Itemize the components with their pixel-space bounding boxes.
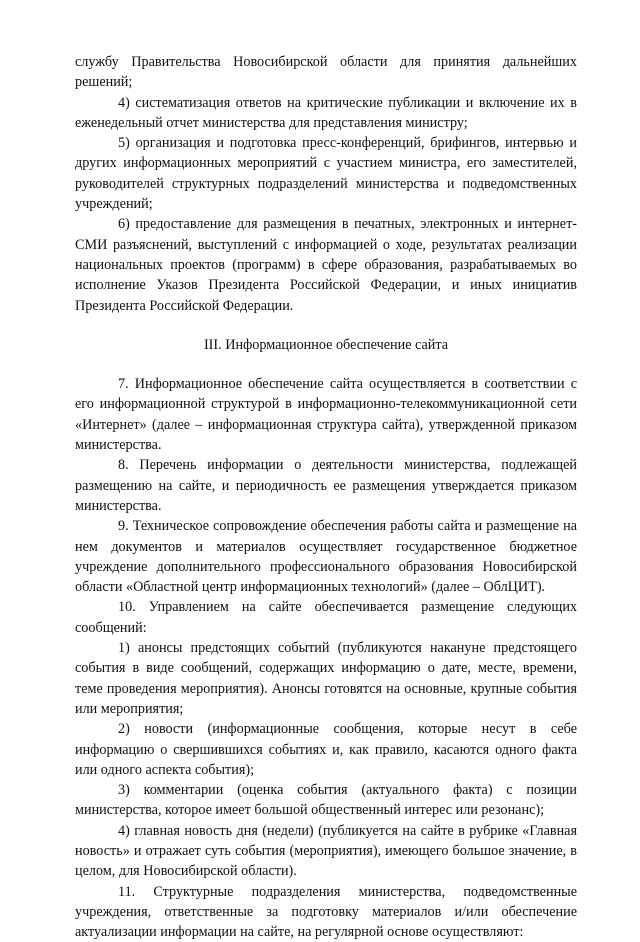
- paragraph-continuation: службу Правительства Новосибирской области для принятия дальнейших решений;: [75, 54, 577, 91]
- paragraph-8: 8. Перечень информации о деятельности министерства, подлежащей размещению на сайте, и периодичность ее размещения утверждается приказом министерства.: [75, 457, 577, 514]
- paragraph-item-4-monitoring: 4) систематизация ответов на критические публикации и включение их в еженедельный отчет министерства для представления министру;: [75, 94, 577, 131]
- paragraph-10: 10. Управлением на сайте обеспечивается размещение следующих сообщений:: [75, 599, 577, 636]
- paragraph-11: 11. Структурные подразделения министерства, подведомственные учреждения, ответственные за подготовку материалов и/или обеспечение актуализации информации на сайте, на регулярной основе осуществляют:: [75, 883, 577, 941]
- paragraph-item-5-press-events: 5) организация и подготовка пресс-конференций, брифингов, интервью и других информационных мероприятий с участием министра, его заместителей, руководителей структурных подразделений министерства и подведомственных учреждений;: [75, 135, 577, 213]
- paragraph-7: 7. Информационное обеспечение сайта осуществляется в соответствии с его информационной структурой в информационно-телекоммуникационной сети «Интернет» (далее – информационная структура сайта), утвержденной приказом министерства.: [75, 376, 577, 454]
- list-item-news: 2) новости (информационные сообщения, которые несут в себе информацию о свершившихся событиях и, как правило, касаются одного факта или одного аспекта события);: [75, 721, 577, 778]
- section-heading: III. Информационное обеспечение сайта: [203, 336, 449, 353]
- paragraph-9: 9. Техническое сопровождение обеспечения работы сайта и размещение на нем документов и материалов осуществляет государственное бюджетное учреждение дополнительного профессионального образования Новосибирской области «Областной центр информационных технологий» (далее – ОблЦИТ).: [75, 518, 577, 596]
- list-item-main-news: 4) главная новость дня (недели) (публикуется на сайте в рубрике «Главная новость» и отражает суть события (мероприятия), имеющего большое значение, в целом, для Новосибирской области).: [75, 822, 577, 880]
- list-item-announcements: 1) анонсы предстоящих событий (публикуются накануне предстоящего события в виде сообщений, содержащих информацию о дате, месте, времени, теме проведения мероприятия). Анонсы готовятся на основные, крупные события или мероприятия;: [75, 640, 577, 717]
- list-item-comments: 3) комментарии (оценка события (актуального факта) с позиции министерства, которое имеет большой общественный интерес или резонанс);: [75, 782, 577, 819]
- paragraph-item-6-media: 6) предоставление для размещения в печатных, электронных и интернет-СМИ разъяснений, выступлений с информацией о ходе, результатах реализации национальных проектов (программ) в сфере образования, разрабатываемых во исполнение Указов Президента Российской Федерации, и иных инициатив Президента Российской Федерации.: [75, 216, 577, 314]
